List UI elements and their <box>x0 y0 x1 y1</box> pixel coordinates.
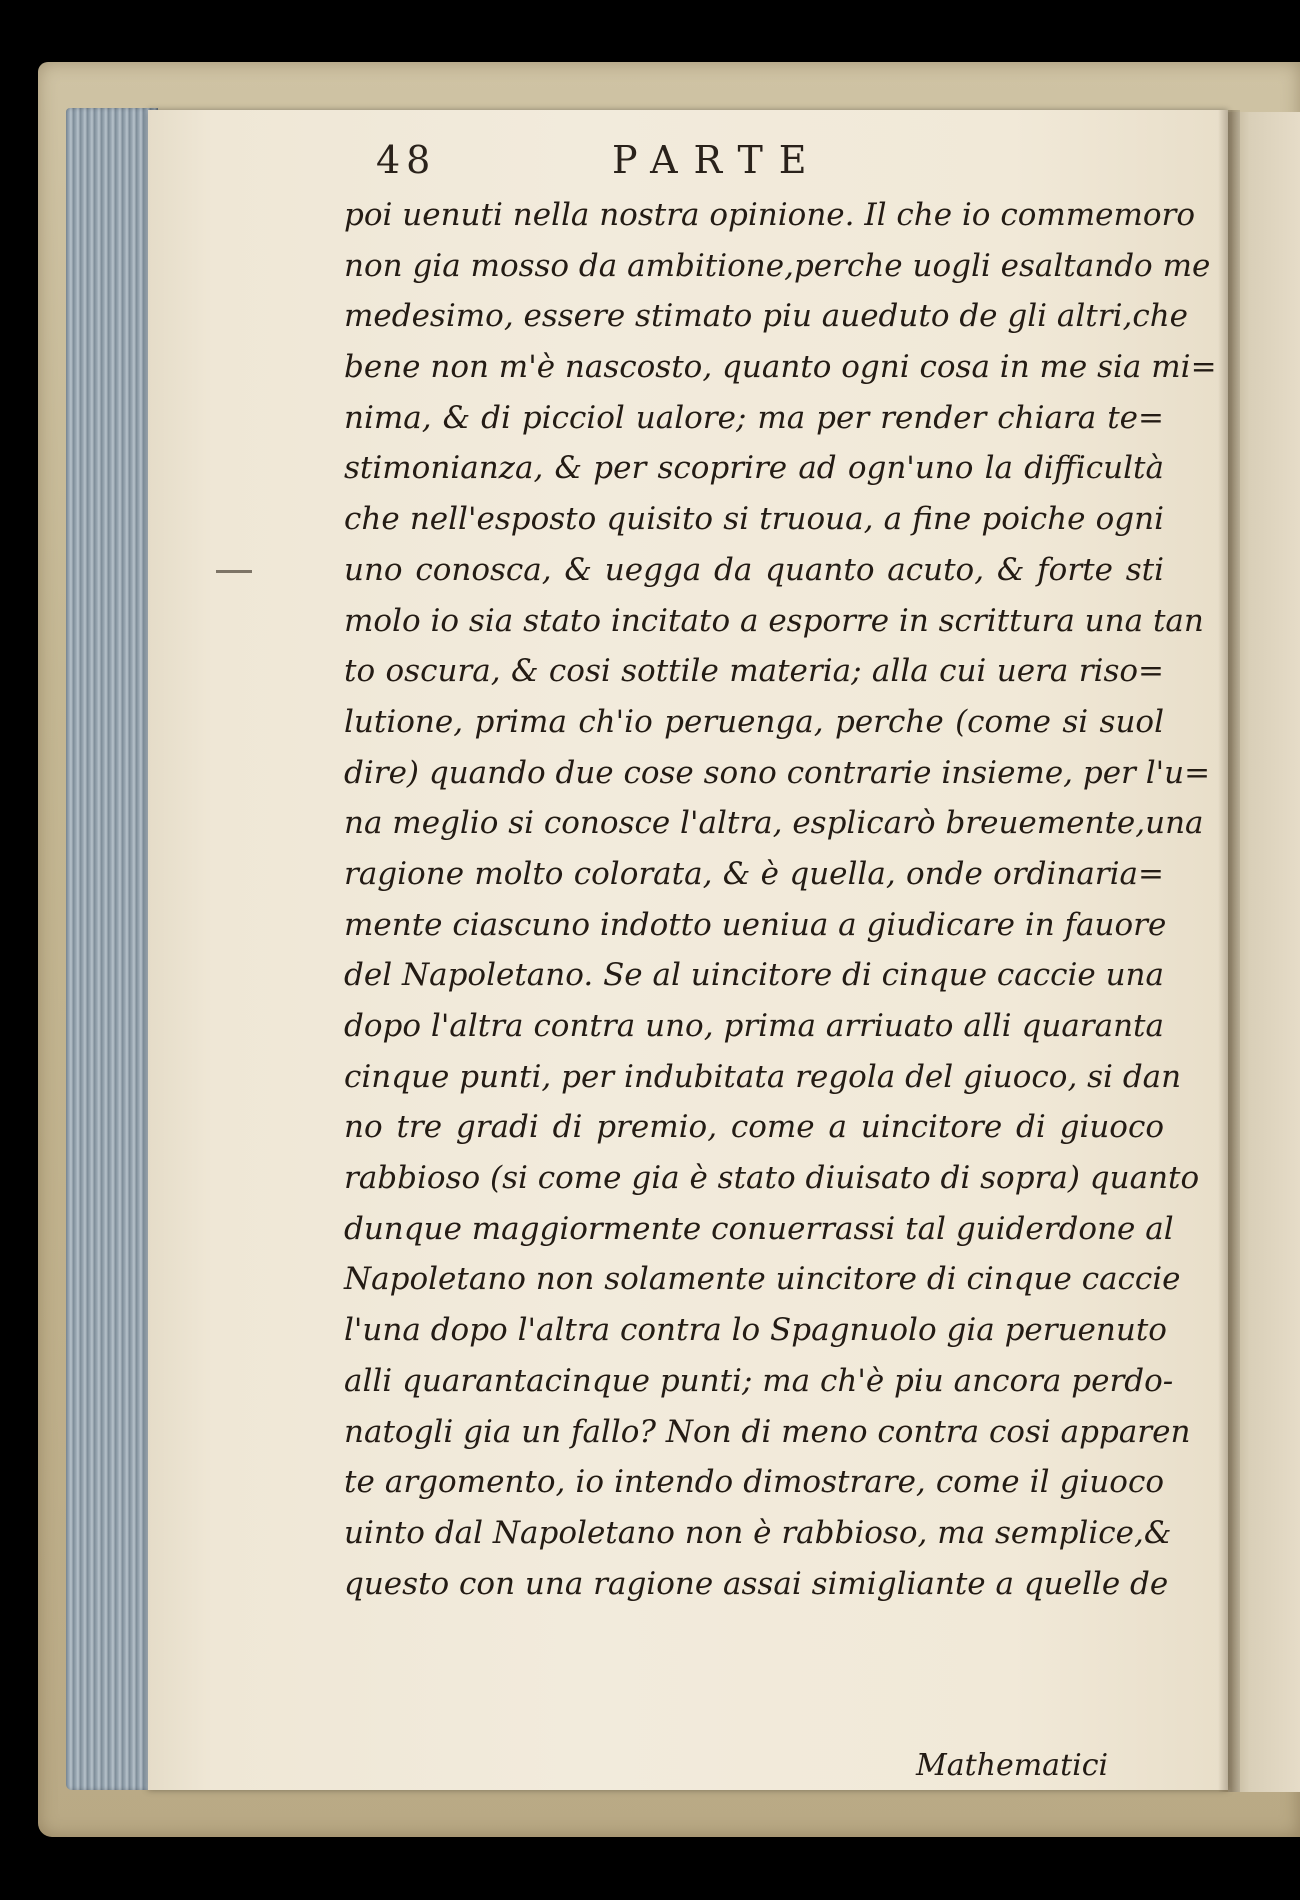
text-line: ragione molto colorata, & è quella, onde ordinaria= <box>344 855 1164 892</box>
text-line: na meglio si conosce l'altra, esplicarò breuemente,una <box>344 805 1204 842</box>
text-line: to oscura, & cosi sottile materia; alla cui uera riso= <box>344 653 1164 690</box>
text-line: dopo l'altra contra uno, prima arriuato alli quaranta <box>344 1008 1164 1044</box>
text-line: medesimo, essere stimato piu aueduto de gli altri,che <box>344 298 1189 335</box>
margin-mark <box>216 570 252 573</box>
text-line: mente ciascuno indotto ueniua a giudicare in fauore <box>344 906 1167 943</box>
text-line: bene non m'è nascosto, quanto ogni cosa in me sia mi= <box>344 349 1217 386</box>
running-head: PARTE <box>612 138 823 182</box>
text-line: uinto dal Napoletano non è rabbioso, ma semplice,& <box>344 1514 1172 1551</box>
text-line: nima, & di picciol ualore; ma per render chiara te= <box>344 399 1164 436</box>
text-line: cinque punti, per indubitata regola del giuoco, si dan <box>344 1058 1182 1095</box>
text-line: alli quarantacinque punti; ma ch'è piu ancora perdo- <box>344 1362 1174 1399</box>
catchword: Mathematici <box>916 1748 1109 1783</box>
text-line: dire) quando due cose sono contrarie insieme, per l'u= <box>344 754 1211 791</box>
text-line: poi uenuti nella nostra opinione. Il che io commemoro <box>344 197 1196 233</box>
text-line: che nell'esposto quisito si truoua, a fine poiche ogni <box>344 501 1164 538</box>
text-line: natogli gia un fallo? Non di meno contra cosi apparen <box>344 1413 1191 1450</box>
text-line: stimonianza, & per scoprire ad ogn'uno la difficultà <box>344 450 1164 487</box>
page-edges <box>66 108 158 1790</box>
page-header <box>376 138 936 190</box>
text-line: questo con una ragione assai simigliante a quelle de <box>344 1565 1169 1602</box>
text-line: dunque maggiormente conuerrassi tal guiderdone al <box>344 1210 1174 1247</box>
text-line: no tre gradi di premio, come a uincitore di giuoco <box>344 1109 1164 1146</box>
text-line: non gia mosso da ambitione,perche uogli esaltando me <box>344 247 1211 284</box>
text-line: uno conosca, & uegga da quanto acuto, & forte sti <box>344 551 1164 588</box>
text-line: te argomento, io intendo dimostrare, come il giuoco <box>344 1464 1164 1501</box>
text-line: Napoletano non solamente uincitore di cinque caccie <box>344 1261 1181 1298</box>
body-text <box>344 190 1217 1609</box>
text-line: rabbioso (si come gia è stato diuisato di sopra) quanto <box>344 1160 1200 1197</box>
text-line: lutione, prima ch'io peruenga, perche (come si suol <box>344 703 1164 740</box>
text-line: l'una dopo l'altra contra lo Spagnuolo gia peruenuto <box>344 1312 1167 1349</box>
page-number: 48 <box>376 138 437 182</box>
text-line: del Napoletano. Se al uincitore di cinque caccie una <box>344 957 1164 994</box>
text-line: molo io sia stato incitato a esporre in scrittura una tan <box>344 602 1204 639</box>
gutter-shadow <box>1218 110 1240 1792</box>
